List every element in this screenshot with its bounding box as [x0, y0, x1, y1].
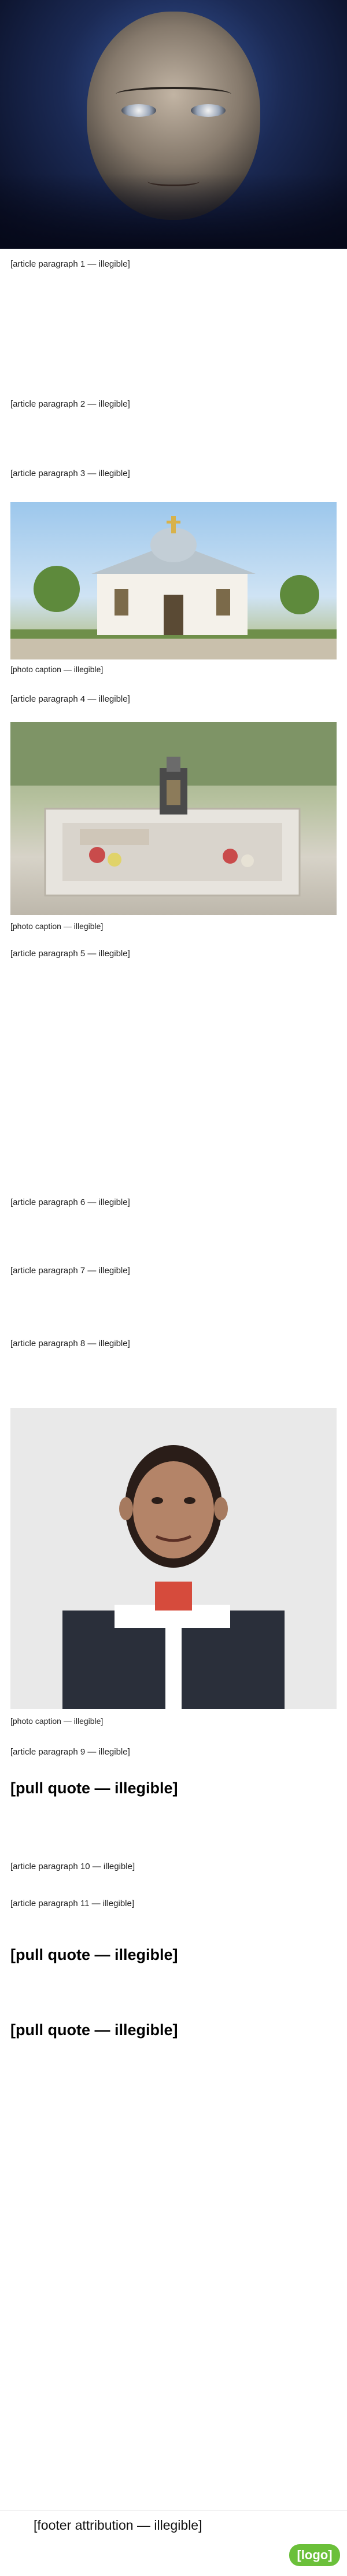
paragraph-8: [article paragraph 8 — illegible] — [10, 1339, 130, 1348]
photo-2-art — [10, 722, 337, 915]
paragraph-5: [article paragraph 5 — illegible] — [10, 949, 130, 959]
paragraph-2: [article paragraph 2 — illegible] — [10, 399, 130, 409]
pull-quote-3: [pull quote — illegible] — [10, 2021, 178, 2039]
photo-3 — [10, 1408, 337, 1709]
site-logo-icon[interactable] — [289, 2544, 340, 2566]
pull-quote-2: [pull quote — illegible] — [10, 1946, 178, 1963]
paragraph-3: [article paragraph 3 — illegible] — [10, 469, 130, 478]
photo-1-art — [10, 502, 337, 659]
paragraph-1: [article paragraph 1 — illegible] — [10, 259, 130, 269]
hero-eye-left — [121, 104, 156, 117]
photo-3-caption: [photo caption — illegible] — [10, 1716, 104, 1726]
photo-2-caption: [photo caption — illegible] — [10, 922, 104, 931]
paragraph-6: [article paragraph 6 — illegible] — [10, 1197, 130, 1207]
hero-brow — [116, 87, 231, 102]
photo-1-caption: [photo caption — illegible] — [10, 665, 104, 674]
footer — [0, 2511, 347, 2576]
paragraph-9: [article paragraph 9 — illegible] — [10, 1747, 130, 1757]
paragraph-4: [article paragraph 4 — illegible] — [10, 694, 130, 704]
pull-quote-1: [pull quote — illegible] — [10, 1779, 178, 1797]
photo-3-art — [10, 1408, 337, 1709]
hero-shade — [0, 174, 347, 249]
photo-2 — [10, 722, 337, 915]
paragraph-7: [article paragraph 7 — illegible] — [10, 1266, 130, 1276]
footer-logo-text: [logo] — [297, 2548, 333, 2562]
paragraph-11: [article paragraph 11 — illegible] — [10, 1899, 135, 1908]
paragraph-10: [article paragraph 10 — illegible] — [10, 1862, 135, 1871]
photo-1 — [10, 502, 337, 659]
footer-attribution[interactable]: [footer attribution — illegible] — [34, 2518, 202, 2533]
hero-image — [0, 0, 347, 249]
hero-eye-right — [191, 104, 226, 117]
